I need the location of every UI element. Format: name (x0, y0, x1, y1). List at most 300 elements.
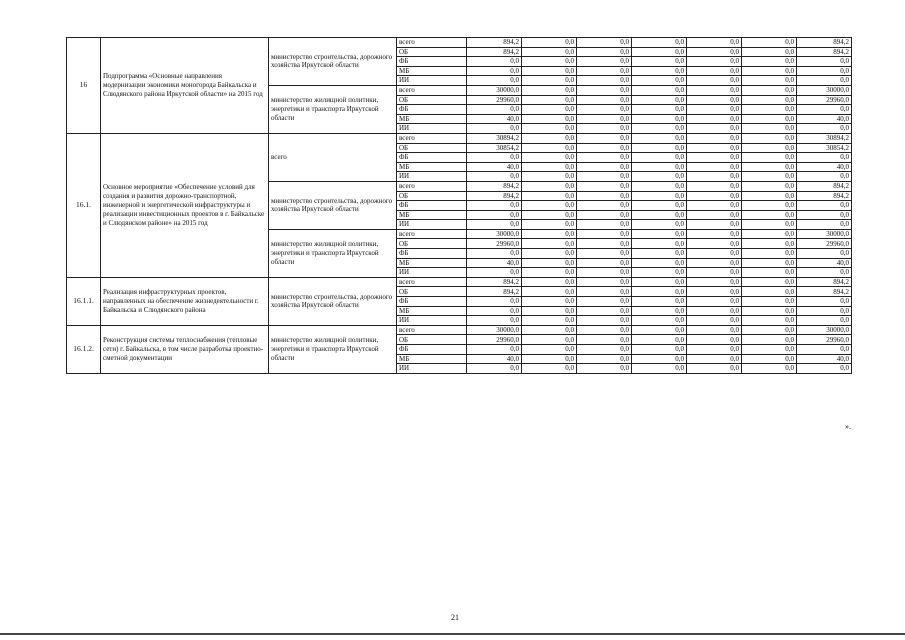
amount-cell: 0,0 (632, 306, 687, 316)
amount-cell: 0,0 (687, 201, 742, 211)
funding-source-cell: ОБ (397, 95, 467, 105)
program-title-cell: Реализация инфраструктурных проектов, направленных на обеспечение жизнедеятельности г. Байкальска и Слюдянского района (101, 277, 269, 325)
amount-cell: 29960,0 (467, 95, 522, 105)
amount-cell: 0,0 (742, 249, 797, 259)
amount-cell: 0,0 (632, 345, 687, 355)
amount-cell: 0,0 (522, 277, 577, 287)
amount-cell: 0,0 (632, 297, 687, 307)
amount-cell: 0,0 (687, 229, 742, 239)
program-title-cell: Основное мероприятие «Обеспечение условий для создания и развития дорожно-транспортной, инженерной и энергетической инфраструктуры и реализации инвестиционных проектов в г. Байкальске и Слюдянском районе» на 2015 год (101, 133, 269, 277)
funding-source-cell: всего (397, 277, 467, 287)
amount-cell: 0,0 (742, 277, 797, 287)
amount-cell: 0,0 (742, 364, 797, 374)
amount-cell: 0,0 (522, 345, 577, 355)
table-row (67, 325, 852, 335)
amount-cell: 0,0 (632, 105, 687, 115)
amount-cell: 0,0 (522, 66, 577, 76)
amount-cell: 0,0 (797, 220, 852, 230)
amount-cell: 0,0 (797, 297, 852, 307)
amount-cell: 0,0 (742, 220, 797, 230)
amount-cell: 40,0 (797, 114, 852, 124)
amount-cell: 0,0 (742, 181, 797, 191)
funding-source-cell: всего (397, 38, 467, 48)
funding-source-cell: ОБ (397, 287, 467, 297)
amount-cell: 0,0 (742, 85, 797, 95)
executor-cell: всего (269, 133, 397, 181)
amount-cell: 0,0 (522, 191, 577, 201)
funding-source-cell: ОБ (397, 47, 467, 57)
amount-cell: 0,0 (742, 114, 797, 124)
amount-cell: 0,0 (742, 268, 797, 278)
funding-source-cell: ИИ (397, 172, 467, 182)
amount-cell: 0,0 (522, 181, 577, 191)
amount-cell: 0,0 (687, 210, 742, 220)
amount-cell: 0,0 (632, 162, 687, 172)
amount-cell: 0,0 (577, 133, 632, 143)
amount-cell: 0,0 (742, 76, 797, 86)
amount-cell: 0,0 (467, 201, 522, 211)
amount-cell: 0,0 (632, 114, 687, 124)
amount-cell: 0,0 (632, 181, 687, 191)
amount-cell: 0,0 (632, 325, 687, 335)
amount-cell: 0,0 (632, 239, 687, 249)
amount-cell: 0,0 (577, 306, 632, 316)
amount-cell: 0,0 (742, 345, 797, 355)
amount-cell: 40,0 (467, 354, 522, 364)
amount-cell: 0,0 (632, 277, 687, 287)
amount-cell: 0,0 (632, 172, 687, 182)
amount-cell: 0,0 (577, 239, 632, 249)
amount-cell: 0,0 (687, 133, 742, 143)
amount-cell: 29960,0 (797, 95, 852, 105)
amount-cell: 0,0 (687, 297, 742, 307)
amount-cell: 894,2 (797, 47, 852, 57)
amount-cell: 0,0 (742, 335, 797, 345)
funding-source-cell: МБ (397, 66, 467, 76)
funding-source-cell: ОБ (397, 335, 467, 345)
amount-cell: 0,0 (742, 105, 797, 115)
amount-cell: 30894,2 (467, 133, 522, 143)
amount-cell: 0,0 (687, 124, 742, 134)
amount-cell: 0,0 (687, 95, 742, 105)
funding-source-cell: всего (397, 229, 467, 239)
table-row (67, 277, 852, 287)
amount-cell: 0,0 (522, 172, 577, 182)
amount-cell: 0,0 (522, 201, 577, 211)
amount-cell: 0,0 (797, 105, 852, 115)
amount-cell: 30000,0 (467, 85, 522, 95)
row-number-cell: 16 (67, 38, 101, 134)
amount-cell: 0,0 (632, 143, 687, 153)
amount-cell: 894,2 (467, 181, 522, 191)
amount-cell: 0,0 (577, 316, 632, 326)
amount-cell: 0,0 (467, 220, 522, 230)
amount-cell: 0,0 (522, 239, 577, 249)
amount-cell: 0,0 (687, 162, 742, 172)
funding-source-cell: всего (397, 133, 467, 143)
amount-cell: 0,0 (687, 38, 742, 48)
funding-source-cell: ФБ (397, 201, 467, 211)
amount-cell: 0,0 (467, 124, 522, 134)
funding-source-cell: всего (397, 85, 467, 95)
amount-cell: 0,0 (797, 364, 852, 374)
table-body (67, 38, 852, 374)
funding-source-cell: ИИ (397, 364, 467, 374)
amount-cell: 0,0 (687, 268, 742, 278)
amount-cell: 0,0 (797, 153, 852, 163)
amount-cell: 30000,0 (467, 325, 522, 335)
funding-source-cell: ФБ (397, 249, 467, 259)
funding-source-cell: всего (397, 325, 467, 335)
amount-cell: 0,0 (632, 57, 687, 67)
amount-cell: 0,0 (577, 220, 632, 230)
amount-cell: 0,0 (632, 287, 687, 297)
amount-cell: 0,0 (632, 335, 687, 345)
closing-quote-mark: ». (845, 422, 851, 431)
amount-cell: 0,0 (632, 47, 687, 57)
funding-source-cell: МБ (397, 114, 467, 124)
amount-cell: 0,0 (632, 76, 687, 86)
amount-cell: 0,0 (687, 277, 742, 287)
amount-cell: 0,0 (577, 364, 632, 374)
amount-cell: 0,0 (522, 95, 577, 105)
amount-cell: 0,0 (797, 66, 852, 76)
amount-cell: 29960,0 (467, 335, 522, 345)
funding-source-cell: всего (397, 181, 467, 191)
amount-cell: 30854,2 (467, 143, 522, 153)
page-number: 21 (451, 613, 459, 622)
amount-cell: 0,0 (742, 316, 797, 326)
funding-source-cell: ФБ (397, 297, 467, 307)
amount-cell: 0,0 (632, 66, 687, 76)
amount-cell: 0,0 (632, 95, 687, 105)
amount-cell: 0,0 (687, 105, 742, 115)
amount-cell: 0,0 (522, 133, 577, 143)
amount-cell: 30000,0 (797, 229, 852, 239)
row-number-cell: 16.1.1. (67, 277, 101, 325)
amount-cell: 0,0 (577, 105, 632, 115)
amount-cell: 0,0 (687, 364, 742, 374)
amount-cell: 0,0 (687, 114, 742, 124)
amount-cell: 0,0 (577, 85, 632, 95)
funding-source-cell: МБ (397, 210, 467, 220)
funding-source-cell: МБ (397, 306, 467, 316)
amount-cell: 0,0 (632, 85, 687, 95)
amount-cell: 0,0 (577, 335, 632, 345)
funding-source-cell: ОБ (397, 143, 467, 153)
amount-cell: 0,0 (632, 210, 687, 220)
amount-cell: 0,0 (687, 66, 742, 76)
program-title-cell: Реконструкция системы теплоснабжения (тепловые сети) г. Байкальска, в том числе разработка проектно-сметной документации (101, 325, 269, 373)
amount-cell: 0,0 (467, 57, 522, 67)
amount-cell: 0,0 (687, 57, 742, 67)
amount-cell: 40,0 (467, 258, 522, 268)
amount-cell: 0,0 (742, 306, 797, 316)
amount-cell: 0,0 (742, 162, 797, 172)
funding-source-cell: ФБ (397, 57, 467, 67)
amount-cell: 40,0 (797, 258, 852, 268)
amount-cell: 894,2 (467, 38, 522, 48)
amount-cell: 0,0 (522, 220, 577, 230)
amount-cell: 0,0 (742, 95, 797, 105)
amount-cell: 0,0 (687, 316, 742, 326)
funding-source-cell: ОБ (397, 191, 467, 201)
budget-table (66, 37, 852, 374)
funding-source-cell: ИИ (397, 76, 467, 86)
program-title-cell: Подпрограмма «Основные направления модернизации экономики моногорода Байкальска и Слюдянского района Иркутской области» на 2015 год (101, 38, 269, 134)
amount-cell: 0,0 (742, 143, 797, 153)
amount-cell: 0,0 (577, 38, 632, 48)
amount-cell: 0,0 (522, 210, 577, 220)
amount-cell: 0,0 (687, 249, 742, 259)
amount-cell: 0,0 (577, 249, 632, 259)
amount-cell: 0,0 (742, 287, 797, 297)
amount-cell: 0,0 (522, 249, 577, 259)
amount-cell: 0,0 (577, 162, 632, 172)
amount-cell: 0,0 (687, 153, 742, 163)
amount-cell: 0,0 (687, 191, 742, 201)
amount-cell: 0,0 (742, 210, 797, 220)
amount-cell: 0,0 (577, 277, 632, 287)
amount-cell: 0,0 (632, 201, 687, 211)
amount-cell: 0,0 (577, 76, 632, 86)
amount-cell: 40,0 (797, 162, 852, 172)
amount-cell: 894,2 (797, 38, 852, 48)
amount-cell: 0,0 (467, 249, 522, 259)
amount-cell: 0,0 (577, 114, 632, 124)
amount-cell: 0,0 (632, 364, 687, 374)
amount-cell: 0,0 (522, 335, 577, 345)
amount-cell: 0,0 (632, 354, 687, 364)
amount-cell: 0,0 (797, 306, 852, 316)
amount-cell: 894,2 (797, 277, 852, 287)
amount-cell: 0,0 (632, 268, 687, 278)
amount-cell: 0,0 (467, 316, 522, 326)
amount-cell: 0,0 (522, 153, 577, 163)
amount-cell: 0,0 (687, 76, 742, 86)
amount-cell: 0,0 (577, 57, 632, 67)
amount-cell: 0,0 (522, 306, 577, 316)
funding-source-cell: ИИ (397, 124, 467, 134)
amount-cell: 0,0 (687, 239, 742, 249)
executor-cell: министерство жилищной политики, энергетики и транспорта Иркутской области (269, 229, 397, 277)
amount-cell: 30000,0 (797, 325, 852, 335)
amount-cell: 0,0 (632, 220, 687, 230)
amount-cell: 894,2 (797, 287, 852, 297)
amount-cell: 0,0 (742, 201, 797, 211)
amount-cell: 0,0 (687, 306, 742, 316)
amount-cell: 0,0 (742, 133, 797, 143)
amount-cell: 0,0 (522, 364, 577, 374)
amount-cell: 0,0 (632, 153, 687, 163)
funding-source-cell: ФБ (397, 153, 467, 163)
amount-cell: 894,2 (467, 287, 522, 297)
amount-cell: 0,0 (467, 268, 522, 278)
amount-cell: 0,0 (522, 297, 577, 307)
amount-cell: 29960,0 (797, 335, 852, 345)
amount-cell: 0,0 (577, 201, 632, 211)
amount-cell: 0,0 (522, 325, 577, 335)
amount-cell: 0,0 (577, 287, 632, 297)
amount-cell: 0,0 (632, 316, 687, 326)
funding-source-cell: ИИ (397, 316, 467, 326)
funding-source-cell: ОБ (397, 239, 467, 249)
amount-cell: 0,0 (742, 191, 797, 201)
amount-cell: 0,0 (687, 172, 742, 182)
amount-cell: 0,0 (742, 258, 797, 268)
amount-cell: 0,0 (522, 105, 577, 115)
amount-cell: 0,0 (467, 105, 522, 115)
amount-cell: 30854,2 (797, 143, 852, 153)
amount-cell: 894,2 (467, 47, 522, 57)
funding-source-cell: ИИ (397, 268, 467, 278)
row-number-cell: 16.1. (67, 133, 101, 277)
amount-cell: 0,0 (742, 229, 797, 239)
amount-cell: 0,0 (522, 57, 577, 67)
table-row (67, 38, 852, 48)
amount-cell: 0,0 (522, 258, 577, 268)
executor-cell: министерство жилищной политики, энергетики и транспорта Иркутской области (269, 85, 397, 133)
amount-cell: 0,0 (742, 124, 797, 134)
funding-source-cell: МБ (397, 354, 467, 364)
amount-cell: 0,0 (577, 354, 632, 364)
amount-cell: 0,0 (742, 297, 797, 307)
amount-cell: 40,0 (797, 354, 852, 364)
funding-source-cell: ФБ (397, 105, 467, 115)
amount-cell: 0,0 (467, 306, 522, 316)
amount-cell: 894,2 (467, 191, 522, 201)
table-row (67, 133, 852, 143)
amount-cell: 0,0 (687, 181, 742, 191)
page-bottom-edge (0, 633, 905, 635)
amount-cell: 0,0 (467, 210, 522, 220)
amount-cell: 0,0 (522, 85, 577, 95)
amount-cell: 0,0 (797, 316, 852, 326)
amount-cell: 0,0 (577, 345, 632, 355)
amount-cell: 0,0 (687, 325, 742, 335)
amount-cell: 0,0 (632, 249, 687, 259)
amount-cell: 0,0 (522, 114, 577, 124)
amount-cell: 0,0 (742, 239, 797, 249)
amount-cell: 0,0 (522, 229, 577, 239)
amount-cell: 0,0 (467, 345, 522, 355)
amount-cell: 0,0 (742, 47, 797, 57)
amount-cell: 0,0 (577, 268, 632, 278)
amount-cell: 0,0 (577, 325, 632, 335)
amount-cell: 29960,0 (797, 239, 852, 249)
amount-cell: 0,0 (742, 354, 797, 364)
amount-cell: 0,0 (577, 191, 632, 201)
amount-cell: 0,0 (797, 57, 852, 67)
amount-cell: 0,0 (522, 76, 577, 86)
executor-cell: министерство строительства, дорожного хозяйства Иркутской области (269, 38, 397, 86)
amount-cell: 0,0 (522, 354, 577, 364)
amount-cell: 0,0 (632, 124, 687, 134)
executor-cell: министерство жилищной политики, энергетики и транспорта Иркутской области (269, 325, 397, 373)
amount-cell: 0,0 (522, 287, 577, 297)
amount-cell: 0,0 (742, 38, 797, 48)
amount-cell: 894,2 (797, 191, 852, 201)
amount-cell: 0,0 (797, 268, 852, 278)
amount-cell: 0,0 (687, 143, 742, 153)
amount-cell: 30000,0 (797, 85, 852, 95)
amount-cell: 0,0 (797, 172, 852, 182)
amount-cell: 0,0 (467, 297, 522, 307)
amount-cell: 0,0 (577, 229, 632, 239)
amount-cell: 0,0 (687, 345, 742, 355)
amount-cell: 30894,2 (797, 133, 852, 143)
amount-cell: 894,2 (797, 181, 852, 191)
amount-cell: 0,0 (522, 38, 577, 48)
amount-cell: 894,2 (467, 277, 522, 287)
amount-cell: 0,0 (467, 66, 522, 76)
amount-cell: 0,0 (797, 249, 852, 259)
amount-cell: 40,0 (467, 114, 522, 124)
amount-cell: 0,0 (797, 210, 852, 220)
amount-cell: 0,0 (522, 268, 577, 278)
row-number-cell: 16.1.2. (67, 325, 101, 373)
amount-cell: 0,0 (687, 287, 742, 297)
funding-source-cell: МБ (397, 258, 467, 268)
funding-source-cell: ФБ (397, 345, 467, 355)
amount-cell: 0,0 (632, 258, 687, 268)
amount-cell: 0,0 (632, 38, 687, 48)
executor-cell: министерство строительства, дорожного хозяйства Иркутской области (269, 277, 397, 325)
amount-cell: 40,0 (467, 162, 522, 172)
amount-cell: 0,0 (467, 172, 522, 182)
amount-cell: 0,0 (577, 297, 632, 307)
amount-cell: 0,0 (577, 95, 632, 105)
amount-cell: 0,0 (522, 47, 577, 57)
amount-cell: 0,0 (687, 258, 742, 268)
amount-cell: 0,0 (797, 124, 852, 134)
amount-cell: 0,0 (577, 47, 632, 57)
amount-cell: 0,0 (522, 124, 577, 134)
amount-cell: 0,0 (797, 201, 852, 211)
amount-cell: 0,0 (467, 364, 522, 374)
amount-cell: 30000,0 (467, 229, 522, 239)
amount-cell: 0,0 (522, 316, 577, 326)
executor-cell: министерство строительства, дорожного хозяйства Иркутской области (269, 181, 397, 229)
amount-cell: 0,0 (742, 153, 797, 163)
amount-cell: 0,0 (577, 66, 632, 76)
amount-cell: 0,0 (577, 143, 632, 153)
amount-cell: 0,0 (742, 66, 797, 76)
amount-cell: 29960,0 (467, 239, 522, 249)
amount-cell: 0,0 (797, 345, 852, 355)
amount-cell: 0,0 (632, 191, 687, 201)
amount-cell: 0,0 (577, 181, 632, 191)
amount-cell: 0,0 (797, 76, 852, 86)
funding-source-cell: МБ (397, 162, 467, 172)
amount-cell: 0,0 (577, 153, 632, 163)
amount-cell: 0,0 (687, 354, 742, 364)
amount-cell: 0,0 (632, 133, 687, 143)
amount-cell: 0,0 (577, 172, 632, 182)
amount-cell: 0,0 (742, 325, 797, 335)
amount-cell: 0,0 (522, 143, 577, 153)
amount-cell: 0,0 (742, 57, 797, 67)
amount-cell: 0,0 (632, 229, 687, 239)
amount-cell: 0,0 (687, 85, 742, 95)
amount-cell: 0,0 (687, 47, 742, 57)
amount-cell: 0,0 (577, 124, 632, 134)
amount-cell: 0,0 (467, 76, 522, 86)
amount-cell: 0,0 (577, 210, 632, 220)
amount-cell: 0,0 (467, 153, 522, 163)
amount-cell: 0,0 (522, 162, 577, 172)
amount-cell: 0,0 (742, 172, 797, 182)
